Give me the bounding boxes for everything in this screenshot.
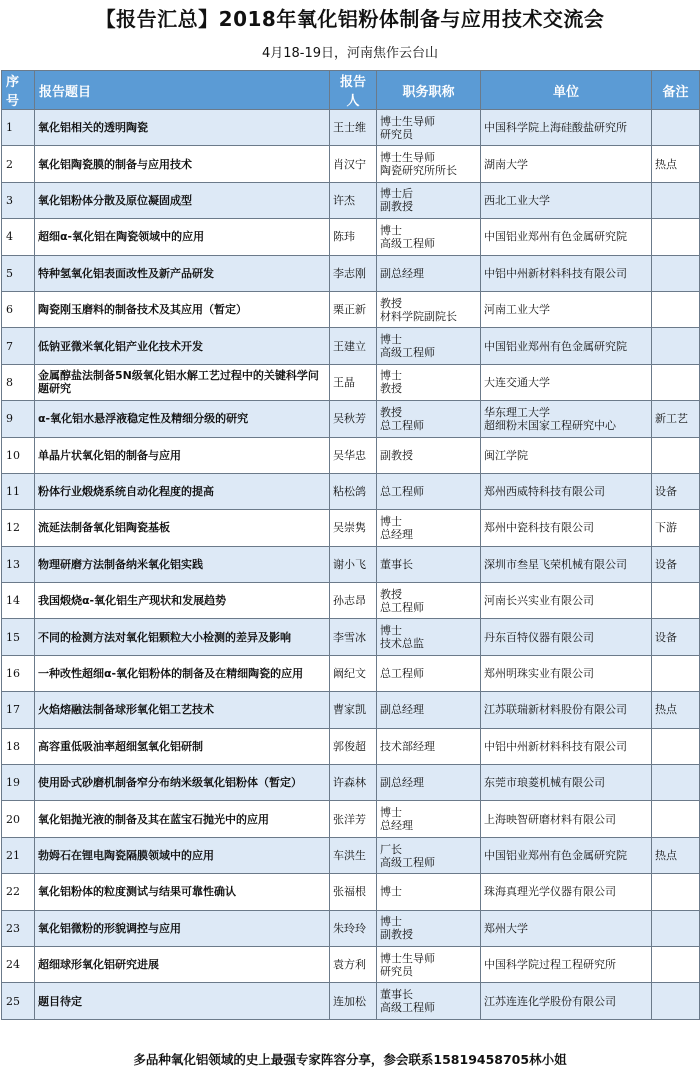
row-number: 11 xyxy=(2,473,35,509)
header-topic: 报告题目 xyxy=(35,71,330,110)
speaker-position xyxy=(377,473,481,509)
organization-line: 河南工业大学 xyxy=(484,303,550,317)
row-number: 15 xyxy=(2,619,35,655)
speaker-position xyxy=(377,364,481,400)
organization xyxy=(481,874,652,910)
report-topic: 超细球形氧化铝研究进展 xyxy=(35,946,330,982)
header-no: 序号 xyxy=(2,71,35,110)
report-topic: 使用卧式砂磨机制备窄分布纳米级氧化铝粉体（暂定） xyxy=(35,765,330,801)
row-number: 17 xyxy=(2,692,35,728)
organization xyxy=(481,255,652,291)
table-row xyxy=(2,983,700,1019)
row-note: 下游 xyxy=(652,510,700,546)
speaker-name: 许森林 xyxy=(330,765,377,801)
speaker-name: 车洪生 xyxy=(330,837,377,873)
organization-line: 中国科学院上海硅酸盐研究所 xyxy=(484,121,627,135)
row-number: 3 xyxy=(2,182,35,218)
report-topic: 氧化铝微粉的形貌调控与应用 xyxy=(35,910,330,946)
position-line: 教授 xyxy=(380,382,402,396)
table-row xyxy=(2,291,700,327)
speaker-position xyxy=(377,619,481,655)
speaker-name: 吴崇隽 xyxy=(330,510,377,546)
organization xyxy=(481,583,652,619)
report-topic: 我国煅烧α-氧化铝生产现状和发展趋势 xyxy=(35,583,330,619)
report-topic: 题目待定 xyxy=(35,983,330,1019)
event-date-location: 4月18-19日，河南焦作云台山 xyxy=(261,46,439,61)
table-row xyxy=(2,182,700,218)
speaker-position xyxy=(377,655,481,691)
speaker-position xyxy=(377,437,481,473)
speaker-position xyxy=(377,874,481,910)
speaker-name: 谢小飞 xyxy=(330,546,377,582)
organization-line: 河南长兴实业有限公司 xyxy=(484,594,594,608)
position-line: 材料学院副院长 xyxy=(380,309,457,323)
row-note xyxy=(652,255,700,291)
position-line: 技术部经理 xyxy=(380,739,435,753)
table-row xyxy=(2,946,700,982)
report-topic: 勃姆石在锂电陶瓷隔膜领域中的应用 xyxy=(35,837,330,873)
report-topic: 低钠亚微米氧化铝产业化技术开发 xyxy=(35,328,330,364)
speaker-name: 郭俊超 xyxy=(330,728,377,764)
speaker-position xyxy=(377,583,481,619)
table-row xyxy=(2,728,700,764)
position-line: 博士 xyxy=(380,514,402,528)
speaker-name: 王建立 xyxy=(330,328,377,364)
organization xyxy=(481,619,652,655)
table-row xyxy=(2,473,700,509)
report-table xyxy=(1,70,700,1020)
position-line: 博士 xyxy=(380,333,402,347)
report-topic: 不同的检测方法对氧化铝颗粒大小检测的差异及影响 xyxy=(35,619,330,655)
speaker-position xyxy=(377,910,481,946)
speaker-position xyxy=(377,546,481,582)
organization-line: 郑州西威特科技有限公司 xyxy=(484,485,605,499)
organization-line: 中国科学院过程工程研究所 xyxy=(484,958,616,972)
speaker-position xyxy=(377,692,481,728)
speaker-position xyxy=(377,728,481,764)
position-line: 副教授 xyxy=(380,200,413,214)
row-note xyxy=(652,219,700,255)
organization xyxy=(481,765,652,801)
speaker-name: 李雪冰 xyxy=(330,619,377,655)
speaker-name: 吴华忠 xyxy=(330,437,377,473)
position-line: 研究员 xyxy=(380,964,413,978)
table-header-row xyxy=(2,71,700,110)
organization-line: 东莞市琅菱机械有限公司 xyxy=(484,776,605,790)
organization-line: 闽江学院 xyxy=(484,448,528,462)
row-note: 热点 xyxy=(652,146,700,182)
speaker-position xyxy=(377,401,481,437)
table-row xyxy=(2,401,700,437)
organization-line: 华东理工大学 xyxy=(484,405,550,419)
row-note xyxy=(652,110,700,146)
organization xyxy=(481,219,652,255)
position-line: 博士后 xyxy=(380,187,413,201)
report-topic: 氧化铝陶瓷膜的制备与应用技术 xyxy=(35,146,330,182)
organization-line: 郑州大学 xyxy=(484,921,528,935)
report-topic: 高容重低吸油率超细氢氧化铝研制 xyxy=(35,728,330,764)
table-row xyxy=(2,692,700,728)
position-line: 博士 xyxy=(380,624,402,638)
table-row xyxy=(2,837,700,873)
speaker-name: 粘松鸽 xyxy=(330,473,377,509)
organization xyxy=(481,364,652,400)
organization xyxy=(481,328,652,364)
organization-line: 中国铝业郑州有色金属研究院 xyxy=(484,849,627,862)
organization-line: 中铝中州新材料科技有限公司 xyxy=(484,739,627,753)
row-number: 8 xyxy=(2,364,35,400)
organization xyxy=(481,146,652,182)
speaker-position xyxy=(377,801,481,837)
row-number: 18 xyxy=(2,728,35,764)
speaker-name: 肖汉宁 xyxy=(330,146,377,182)
position-line: 技术总监 xyxy=(380,637,424,651)
position-line: 陶瓷研究所所长 xyxy=(380,164,457,178)
organization xyxy=(481,692,652,728)
row-number: 9 xyxy=(2,401,35,437)
row-note xyxy=(652,291,700,327)
row-note xyxy=(652,364,700,400)
organization-line: 超细粉末国家工程研究中心 xyxy=(484,418,616,432)
report-topic: 物理研磨方法制备纳米氧化铝实践 xyxy=(35,546,330,582)
row-number: 2 xyxy=(2,146,35,182)
organization xyxy=(481,946,652,982)
speaker-position xyxy=(377,510,481,546)
table-row xyxy=(2,765,700,801)
report-topic: 粉体行业煅烧系统自动化程度的提高 xyxy=(35,473,330,509)
row-note xyxy=(652,182,700,218)
organization xyxy=(481,728,652,764)
row-note xyxy=(652,437,700,473)
organization-line: 江苏连连化学股份有限公司 xyxy=(484,994,616,1008)
row-note xyxy=(652,328,700,364)
position-line: 副总经理 xyxy=(380,266,424,280)
speaker-name: 李志刚 xyxy=(330,255,377,291)
organization xyxy=(481,837,652,873)
report-topic: 陶瓷刚玉磨料的制备技术及其应用（暂定） xyxy=(35,291,330,327)
speaker-name: 朱玲玲 xyxy=(330,910,377,946)
position-line: 总工程师 xyxy=(380,418,424,432)
row-note: 设备 xyxy=(652,619,700,655)
organization-line: 大连交通大学 xyxy=(484,375,550,389)
position-line: 博士生导师 xyxy=(380,951,435,965)
table-row xyxy=(2,619,700,655)
row-note xyxy=(652,910,700,946)
speaker-position xyxy=(377,983,481,1019)
speaker-position xyxy=(377,946,481,982)
row-note: 新工艺 xyxy=(652,401,700,437)
report-topic: 氧化铝粉体分散及原位凝固成型 xyxy=(35,182,330,218)
organization-line: 深圳市叁星飞荣机械有限公司 xyxy=(484,557,627,571)
table-row xyxy=(2,364,700,400)
position-line: 教授 xyxy=(380,405,402,419)
table-row xyxy=(2,328,700,364)
row-note xyxy=(652,728,700,764)
header-note: 备注 xyxy=(652,71,700,110)
report-topic: 流延法制备氧化铝陶瓷基板 xyxy=(35,510,330,546)
organization-line: 湖南大学 xyxy=(484,157,528,171)
organization-line: 中铝中州新材料科技有限公司 xyxy=(484,266,627,280)
row-number: 6 xyxy=(2,291,35,327)
table-row xyxy=(2,655,700,691)
row-note xyxy=(652,946,700,982)
speaker-name: 曹家凯 xyxy=(330,692,377,728)
organization xyxy=(481,182,652,218)
position-line: 高级工程师 xyxy=(380,1001,435,1015)
speaker-name: 阚纪文 xyxy=(330,655,377,691)
speaker-position xyxy=(377,110,481,146)
row-number: 13 xyxy=(2,546,35,582)
speaker-name: 袁方利 xyxy=(330,946,377,982)
organization-line: 郑州明珠实业有限公司 xyxy=(484,667,594,681)
speaker-name: 栗正新 xyxy=(330,291,377,327)
organization xyxy=(481,291,652,327)
speaker-position xyxy=(377,765,481,801)
organization xyxy=(481,655,652,691)
position-line: 博士 xyxy=(380,806,402,820)
table-row xyxy=(2,583,700,619)
organization xyxy=(481,473,652,509)
position-line: 厂长 xyxy=(380,842,402,856)
table-row xyxy=(2,910,700,946)
row-number: 10 xyxy=(2,437,35,473)
speaker-name: 陈玮 xyxy=(330,219,377,255)
position-line: 董事长 xyxy=(380,988,413,1002)
report-topic: 金属醇盐法制备5N级氧化铝水解工艺过程中的关键科学问题研究 xyxy=(35,364,330,400)
table-row xyxy=(2,146,700,182)
position-line: 博士生导师 xyxy=(380,151,435,165)
organization xyxy=(481,910,652,946)
speaker-position xyxy=(377,146,481,182)
position-line: 副教授 xyxy=(380,448,413,462)
report-topic: 特种氢氧化铝表面改性及新产品研发 xyxy=(35,255,330,291)
position-line: 总经理 xyxy=(380,527,413,541)
row-note xyxy=(652,874,700,910)
speaker-position xyxy=(377,255,481,291)
position-line: 高级工程师 xyxy=(380,346,435,360)
row-note: 设备 xyxy=(652,473,700,509)
position-line: 总经理 xyxy=(380,819,413,833)
page-title: 【报告汇总】2018年氧化铝粉体制备与应用技术交流会 xyxy=(95,7,605,31)
row-number: 7 xyxy=(2,328,35,364)
row-number: 21 xyxy=(2,837,35,873)
position-line: 副总经理 xyxy=(380,776,424,790)
position-line: 博士生导师 xyxy=(380,114,435,128)
table-row xyxy=(2,437,700,473)
speaker-position xyxy=(377,182,481,218)
speaker-name: 王士维 xyxy=(330,110,377,146)
speaker-name: 许杰 xyxy=(330,182,377,218)
position-line: 总工程师 xyxy=(380,485,424,499)
position-line: 总工程师 xyxy=(380,600,424,614)
row-note xyxy=(652,983,700,1019)
position-line: 博士 xyxy=(380,885,402,899)
report-topic: 氧化铝相关的透明陶瓷 xyxy=(35,110,330,146)
report-topic: 一种改性超细α-氧化铝粉体的制备及在精细陶瓷的应用 xyxy=(35,655,330,691)
position-line: 高级工程师 xyxy=(380,236,435,250)
row-number: 12 xyxy=(2,510,35,546)
row-number: 25 xyxy=(2,983,35,1019)
row-number: 4 xyxy=(2,219,35,255)
row-note: 热点 xyxy=(652,837,700,873)
table-row xyxy=(2,255,700,291)
header-position: 职务职称 xyxy=(377,71,481,110)
report-topic: 超细α-氧化铝在陶瓷领域中的应用 xyxy=(35,219,330,255)
table-row xyxy=(2,219,700,255)
row-number: 16 xyxy=(2,655,35,691)
organization-line: 丹东百特仪器有限公司 xyxy=(484,630,594,644)
table-row xyxy=(2,110,700,146)
row-number: 5 xyxy=(2,255,35,291)
header-org: 单位 xyxy=(481,71,652,110)
table-row xyxy=(2,801,700,837)
position-line: 董事长 xyxy=(380,557,413,571)
row-number: 24 xyxy=(2,946,35,982)
row-note xyxy=(652,655,700,691)
organization-line: 上海映智研磨材料有限公司 xyxy=(484,812,616,826)
position-line: 副总经理 xyxy=(380,703,424,717)
position-line: 副教授 xyxy=(380,928,413,942)
organization xyxy=(481,546,652,582)
speaker-position xyxy=(377,219,481,255)
row-note xyxy=(652,765,700,801)
report-topic: 单晶片状氧化铝的制备与应用 xyxy=(35,437,330,473)
speaker-position xyxy=(377,291,481,327)
organization xyxy=(481,401,652,437)
organization xyxy=(481,510,652,546)
organization-line: 中国铝业郑州有色金属研究院 xyxy=(484,230,627,244)
organization xyxy=(481,437,652,473)
organization-line: 西北工业大学 xyxy=(484,193,550,207)
speaker-position xyxy=(377,328,481,364)
position-line: 研究员 xyxy=(380,127,413,141)
row-note: 设备 xyxy=(652,546,700,582)
row-number: 20 xyxy=(2,801,35,837)
organization-line: 江苏联瑞新材料股份有限公司 xyxy=(484,703,627,717)
position-line: 教授 xyxy=(380,587,402,601)
speaker-name: 连加松 xyxy=(330,983,377,1019)
table-row xyxy=(2,510,700,546)
organization-line: 珠海真理光学仪器有限公司 xyxy=(484,885,616,899)
organization xyxy=(481,801,652,837)
organization-line: 郑州中瓷科技有限公司 xyxy=(484,521,594,535)
contact-footer: 多品种氧化铝领域的史上最强专家阵容分享，参会联系15819458705林小姐 xyxy=(133,1052,567,1067)
table-row xyxy=(2,546,700,582)
speaker-position xyxy=(377,837,481,873)
row-number: 14 xyxy=(2,583,35,619)
header-speaker: 报告人 xyxy=(330,71,377,110)
row-number: 23 xyxy=(2,910,35,946)
report-topic: α-氧化铝水悬浮液稳定性及精细分级的研究 xyxy=(35,401,330,437)
speaker-name: 吴秋芳 xyxy=(330,401,377,437)
row-note xyxy=(652,801,700,837)
position-line: 教授 xyxy=(380,296,402,310)
speaker-name: 孙志昂 xyxy=(330,583,377,619)
row-note xyxy=(652,583,700,619)
row-number: 1 xyxy=(2,110,35,146)
report-topic: 火焰熔融法制备球形氧化铝工艺技术 xyxy=(35,692,330,728)
organization xyxy=(481,110,652,146)
report-topic: 氧化铝抛光液的制备及其在蓝宝石抛光中的应用 xyxy=(35,801,330,837)
row-number: 19 xyxy=(2,765,35,801)
speaker-name: 王晶 xyxy=(330,364,377,400)
speaker-name: 张洋芳 xyxy=(330,801,377,837)
organization xyxy=(481,983,652,1019)
organization-line: 中国铝业郑州有色金属研究院 xyxy=(484,339,627,353)
speaker-name: 张福根 xyxy=(330,874,377,910)
position-line: 博士 xyxy=(380,223,402,237)
position-line: 博士 xyxy=(380,369,402,383)
row-number: 22 xyxy=(2,874,35,910)
row-note: 热点 xyxy=(652,692,700,728)
position-line: 高级工程师 xyxy=(380,855,435,869)
table-body xyxy=(2,110,700,1020)
table-row xyxy=(2,874,700,910)
position-line: 总工程师 xyxy=(380,667,424,681)
position-line: 博士 xyxy=(380,915,402,929)
report-topic: 氧化铝粉体的粒度测试与结果可靠性确认 xyxy=(35,874,330,910)
